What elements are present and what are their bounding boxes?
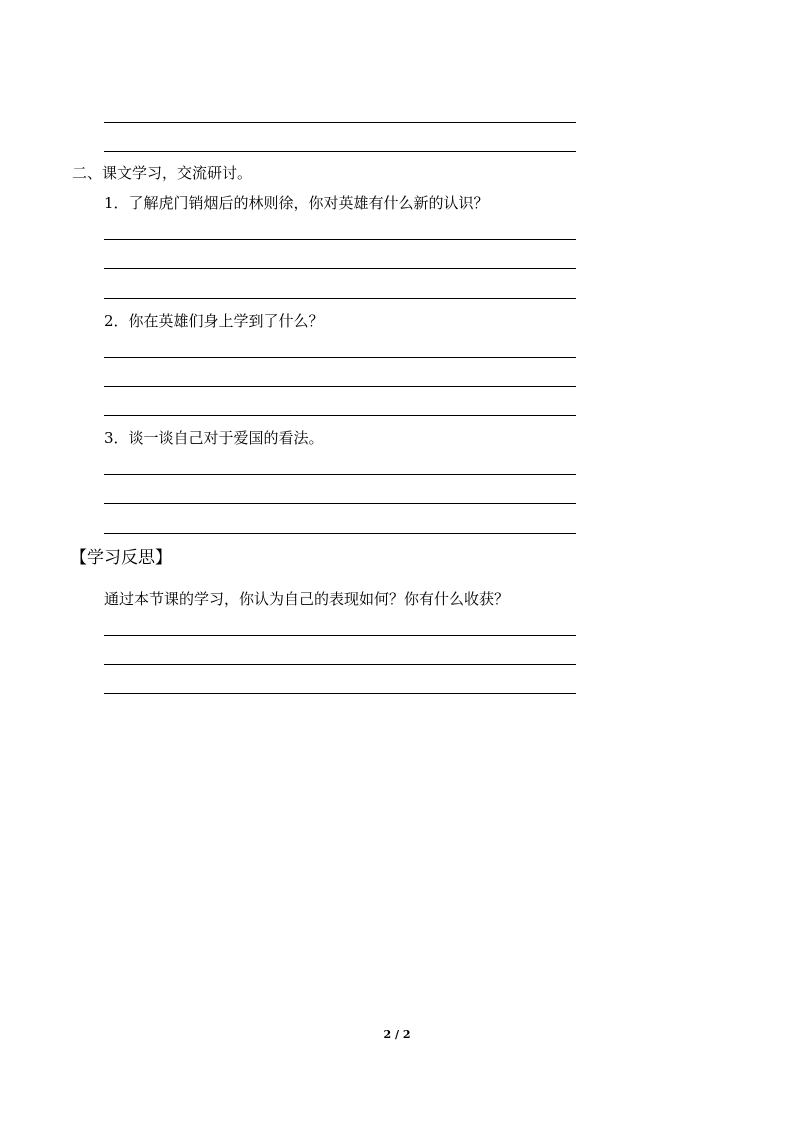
answer-line[interactable]	[104, 503, 576, 504]
answer-line[interactable]	[104, 474, 576, 475]
answer-line[interactable]	[104, 151, 576, 152]
answer-line[interactable]	[104, 415, 576, 416]
answer-line[interactable]	[104, 693, 576, 694]
reflection-title: 【学习反思】	[70, 548, 172, 568]
answer-line[interactable]	[104, 664, 576, 665]
reflection-prompt: 通过本节课的学习，你认为自己的表现如何？你有什么收获？	[104, 590, 510, 608]
page-number: 2 / 2	[383, 1028, 411, 1041]
question-2: 2．你在英雄们身上学到了什么？	[104, 312, 324, 330]
answer-line[interactable]	[104, 298, 576, 299]
answer-line[interactable]	[104, 533, 576, 534]
section-two-title: 二、课文学习，交流研讨。	[72, 164, 253, 182]
answer-line[interactable]	[104, 386, 576, 387]
question-3: 3．谈一谈自己对于爱国的看法。	[104, 429, 324, 447]
answer-line[interactable]	[104, 122, 576, 123]
answer-line[interactable]	[104, 268, 576, 269]
answer-line[interactable]	[104, 635, 576, 636]
question-1: 1．了解虎门销烟后的林则徐，你对英雄有什么新的认识？	[104, 194, 489, 212]
answer-line[interactable]	[104, 357, 576, 358]
answer-line[interactable]	[104, 239, 576, 240]
